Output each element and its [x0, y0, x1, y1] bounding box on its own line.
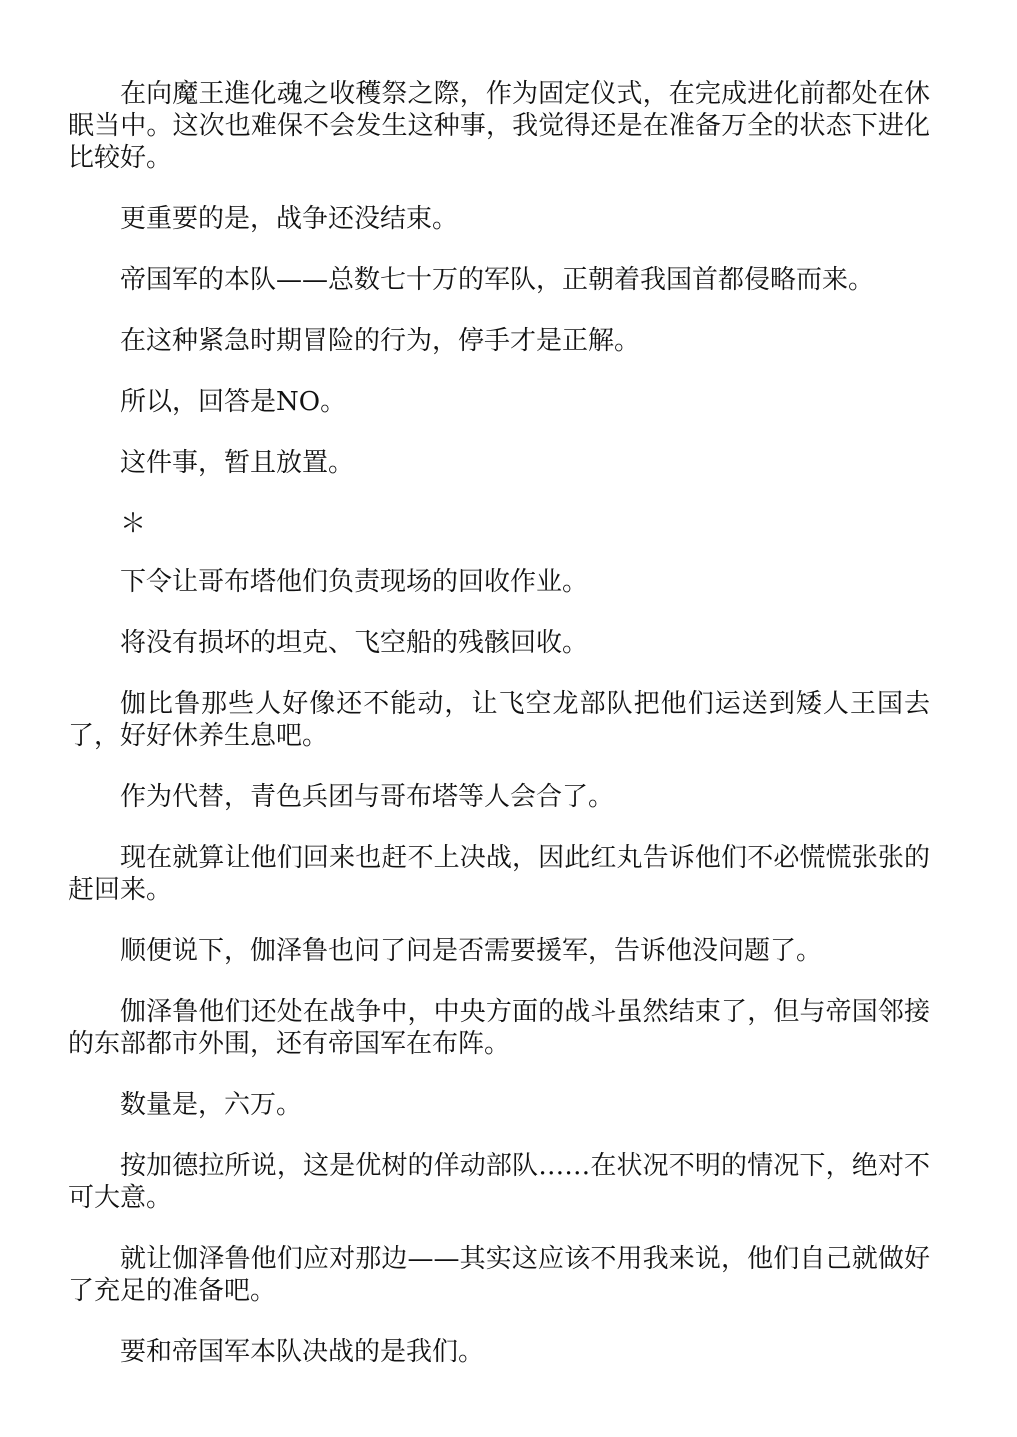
paragraph: 数量是，六万。: [120, 1090, 303, 1120]
paragraph: 按加德拉所说，这是优树的佯动部队……在状况不明的情况下，绝对不可大意。: [68, 1151, 930, 1213]
paragraph: 就让伽泽鲁他们应对那边——其实这应该不用我来说，他们自己就做好了充足的准备吧。: [68, 1244, 930, 1306]
paragraph: 顺便说下，伽泽鲁也问了问是否需要援军，告诉他没问题了。: [120, 936, 823, 966]
paragraph: 在向魔王進化魂之收穫祭之際，作为固定仪式，在完成进化前都处在休眠当中。这次也难保不会发生这种事，我觉得还是在准备万全的状态下进化比较好。: [68, 79, 930, 173]
paragraph: 伽比鲁那些人好像还不能动，让飞空龙部队把他们运送到矮人王国去了，好好休养生息吧。: [68, 689, 930, 751]
paragraph: 帝国军的本队——总数七十万的军队，正朝着我国首都侵略而来。: [120, 265, 875, 295]
paragraph: 将没有损坏的坦克、飞空船的残骸回收。: [120, 628, 589, 658]
paragraph: 伽泽鲁他们还处在战争中，中央方面的战斗虽然结束了，但与帝国邻接的东部都市外围，还有帝国军在布阵。: [68, 997, 930, 1059]
paragraph: 这件事，暂且放置。: [120, 448, 355, 478]
paragraph: 要和帝国军本队决战的是我们。: [120, 1337, 485, 1367]
paragraph: 现在就算让他们回来也赶不上决战，因此红丸告诉他们不必慌慌张张的赶回来。: [68, 843, 930, 905]
paragraph: 作为代替，青色兵团与哥布塔等人会合了。: [120, 782, 615, 812]
paragraph: 更重要的是，战争还没结束。: [120, 204, 459, 234]
paragraph: 在这种紧急时期冒险的行为，停手才是正解。: [120, 326, 641, 356]
section-separator: ＊: [120, 509, 147, 539]
paragraph: 下令让哥布塔他们负责现场的回收作业。: [120, 567, 589, 597]
document-page: [68, 78, 930, 1397]
paragraph: 所以，回答是NO。: [120, 387, 347, 417]
